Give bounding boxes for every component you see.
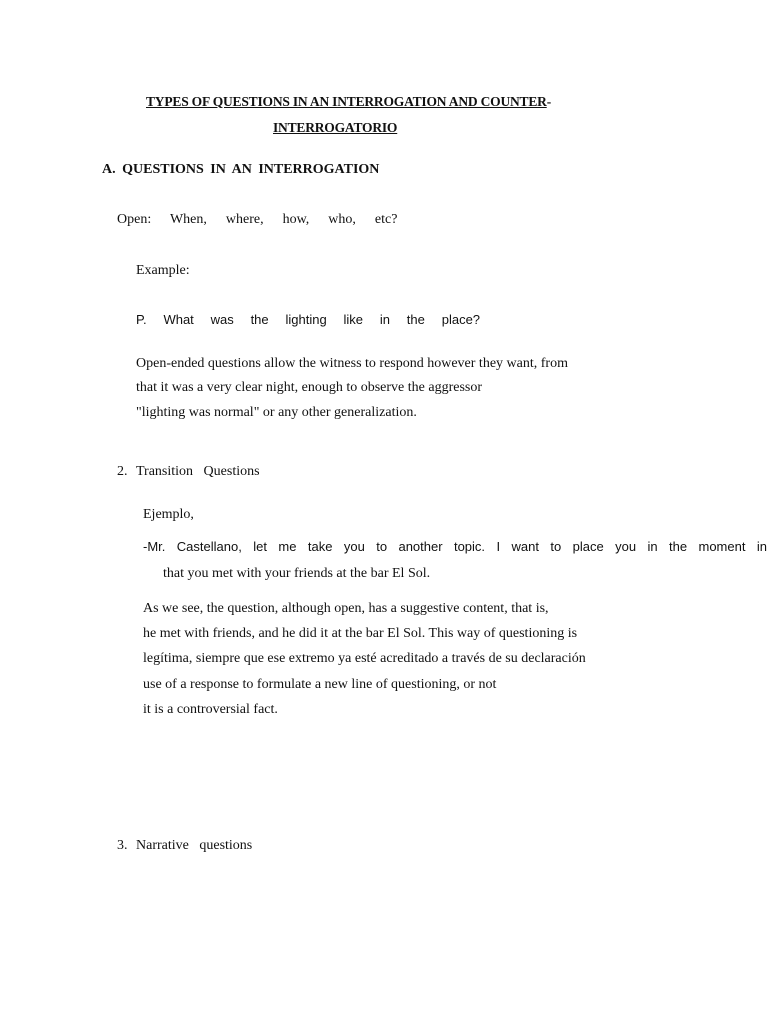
quote-word: want (511, 539, 539, 554)
example-label: Example: (136, 263, 190, 278)
quote-word: you (615, 539, 637, 554)
document-title-line-2: INTERROGATORIO (273, 120, 398, 135)
example-question: P. What was the lighting like in the place? (136, 312, 481, 327)
quote-word: in (756, 539, 767, 554)
transition-paragraph-line-4: use of a response to formulate a new line of questioning, or not (143, 677, 497, 692)
quote-word: you (343, 539, 365, 554)
quote-word: -Mr. (143, 539, 166, 554)
transition-paragraph-line-5: it is a controversial fact. (143, 702, 278, 717)
ejemplo-label: Ejemplo, (143, 507, 194, 522)
quote-word: Castellano, (176, 539, 242, 554)
quote-word: moment (698, 539, 746, 554)
title-text: TYPES OF QUESTIONS IN AN INTERROGATION AND COUNTER (146, 94, 547, 109)
quote-word: in (647, 539, 658, 554)
transition-quote-line-1 (143, 539, 767, 554)
title-hyphen: - (546, 94, 551, 109)
open-paragraph-line-1: Open-ended questions allow the witness to respond however they want, from (136, 356, 568, 371)
quote-word: to (550, 539, 562, 554)
open-paragraph-line-3: "lighting was normal" or any other generalization. (136, 405, 417, 420)
document-title-line-1 (146, 94, 551, 110)
transition-paragraph-line-3: legítima, siempre que ese extremo ya esté acreditado a través de su declaración (143, 651, 586, 666)
transition-paragraph-line-1: As we see, the question, although open, has a suggestive content, that is, (143, 601, 549, 616)
item-2-label: Transition Questions (136, 464, 260, 479)
open-paragraph-line-2: that it was a very clear night, enough to observe the aggressor (136, 380, 483, 395)
item-2-number: 2. (117, 464, 128, 479)
transition-paragraph-line-2: he met with friends, and he did it at the bar El Sol. This way of questioning is (143, 626, 578, 641)
item-3-label: Narrative questions (136, 838, 253, 853)
quote-word: let (253, 539, 267, 554)
section-a-heading: A. QUESTIONS IN AN INTERROGATION (102, 162, 380, 177)
item-3-number: 3. (117, 838, 128, 853)
quote-word: another (398, 539, 443, 554)
quote-word: take (307, 539, 333, 554)
quote-word: I (496, 539, 501, 554)
quote-word: the (669, 539, 688, 554)
quote-word: place (572, 539, 604, 554)
quote-word: topic. (453, 539, 486, 554)
transition-quote-line-2: that you met with your friends at the bar El Sol. (163, 566, 431, 581)
quote-word: to (376, 539, 388, 554)
open-questions-line: Open: When, where, how, who, etc? (117, 212, 398, 227)
quote-word: me (278, 539, 297, 554)
